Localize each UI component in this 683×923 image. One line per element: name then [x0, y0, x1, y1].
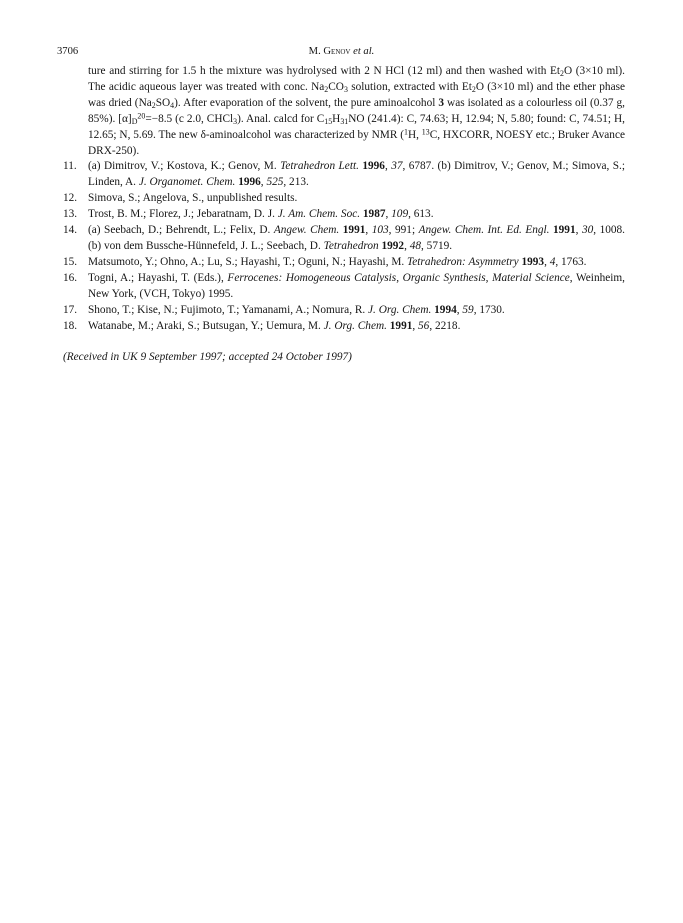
running-header-suffix: et al.	[353, 46, 375, 57]
reference-text: Shono, T.; Kise, N.; Fujimoto, T.; Yamanami, A.; Nomura, R. J. Org. Chem. 1994, 59, 1730.	[88, 303, 505, 316]
reference-number: 12.	[63, 192, 78, 205]
page-number: 3706	[57, 46, 79, 57]
reference-text: (a) Seebach, D.; Behrendt, L.; Felix, D. Angew. Chem. 1991, 103, 991; Angew. Chem. Int. Ed. Engl. 1991, 30, 1008. (b) von dem Bussche-Hünnefeld, J. L.; Seebach, D. Tetrahedron 1992, 48, 5719.	[88, 224, 625, 252]
reference-item	[63, 255, 625, 271]
reference-number: 14.	[63, 224, 78, 237]
running-header	[0, 45, 683, 58]
reference-item	[63, 303, 625, 319]
running-header-author: M. Genov	[308, 46, 351, 57]
reference-number: 16.	[63, 271, 78, 284]
reference-text: Watanabe, M.; Araki, S.; Butsugan, Y.; Uemura, M. J. Org. Chem. 1991, 56, 2218.	[88, 319, 461, 332]
reference-list	[63, 159, 625, 334]
reference-item	[63, 223, 625, 255]
received-note: (Received in UK 9 September 1997; accepted 24 October 1997)	[63, 351, 352, 364]
reference-number: 13.	[63, 208, 78, 221]
body-text	[63, 64, 625, 366]
reference-text: Simova, S.; Angelova, S., unpublished results.	[88, 192, 298, 205]
reference-item	[63, 207, 625, 223]
reference-continuation: ture and stirring for 1.5 h the mixture was hydrolysed with 2 N HCl (12 ml) and then washed with $Et_2O$ (3×10 ml). The acidic aqueous layer was treated with conc. $Na_2CO_3$ solution, extracted with $Et_2O$ (3×10 ml) and the ether phase was dried $(Na_2SO_4)$. After evaporation of the solvent, the pure aminoalcohol 3 was isolated as a colourless oil (0.37 g, 85%). $[\alpha]_D^{20}=-8.5$ (c 2.0, CHCl$_3$). Anal. calcd for $C_{15}H_{31}NO$ (241.4): C, 74.63; H, 12.94; N, 5.80; found: C, 74.51; H, 12.65; N, 5.69. The new δ-aminoalcohol was characterized by NMR ($^1$H, $^{13}$C, HXCORR, NOESY etc.; Bruker Avance DRX-250).	[88, 65, 625, 157]
reference-number: 11.	[63, 160, 77, 173]
reference-item	[63, 191, 625, 207]
compound-number: 3	[438, 96, 445, 109]
reference-text: Matsumoto, Y.; Ohno, A.; Lu, S.; Hayashi, T.; Oguni, N.; Hayashi, M. Tetrahedron: Asymmetry 1993, 4, 1763.	[88, 255, 587, 268]
reference-item	[63, 271, 625, 303]
reference-number: 18.	[63, 319, 78, 332]
reference-text: Trost, B. M.; Florez, J.; Jebaratnam, D. J. J. Am. Chem. Soc. 1987, 109, 613.	[88, 208, 434, 221]
reference-text: (a) Dimitrov, V.; Kostova, K.; Genov, M. Tetrahedron Lett. 1996, 37, 6787. (b) Dimitrov, V.; Genov, M.; Simova, S.; Linden, A. J. Organomet. Chem. 1996, 525, 213.	[88, 160, 625, 189]
reference-number: 15.	[63, 255, 78, 268]
reference-item	[63, 159, 625, 191]
reference-item	[63, 319, 625, 335]
reference-text: Togni, A.; Hayashi, T. (Eds.), Ferrocenes: Homogeneous Catalysis, Organic Synthesis, Material Science, Weinheim, New York, (VCH, Tokyo) 1995.	[88, 271, 626, 300]
reference-number: 17.	[63, 303, 78, 316]
